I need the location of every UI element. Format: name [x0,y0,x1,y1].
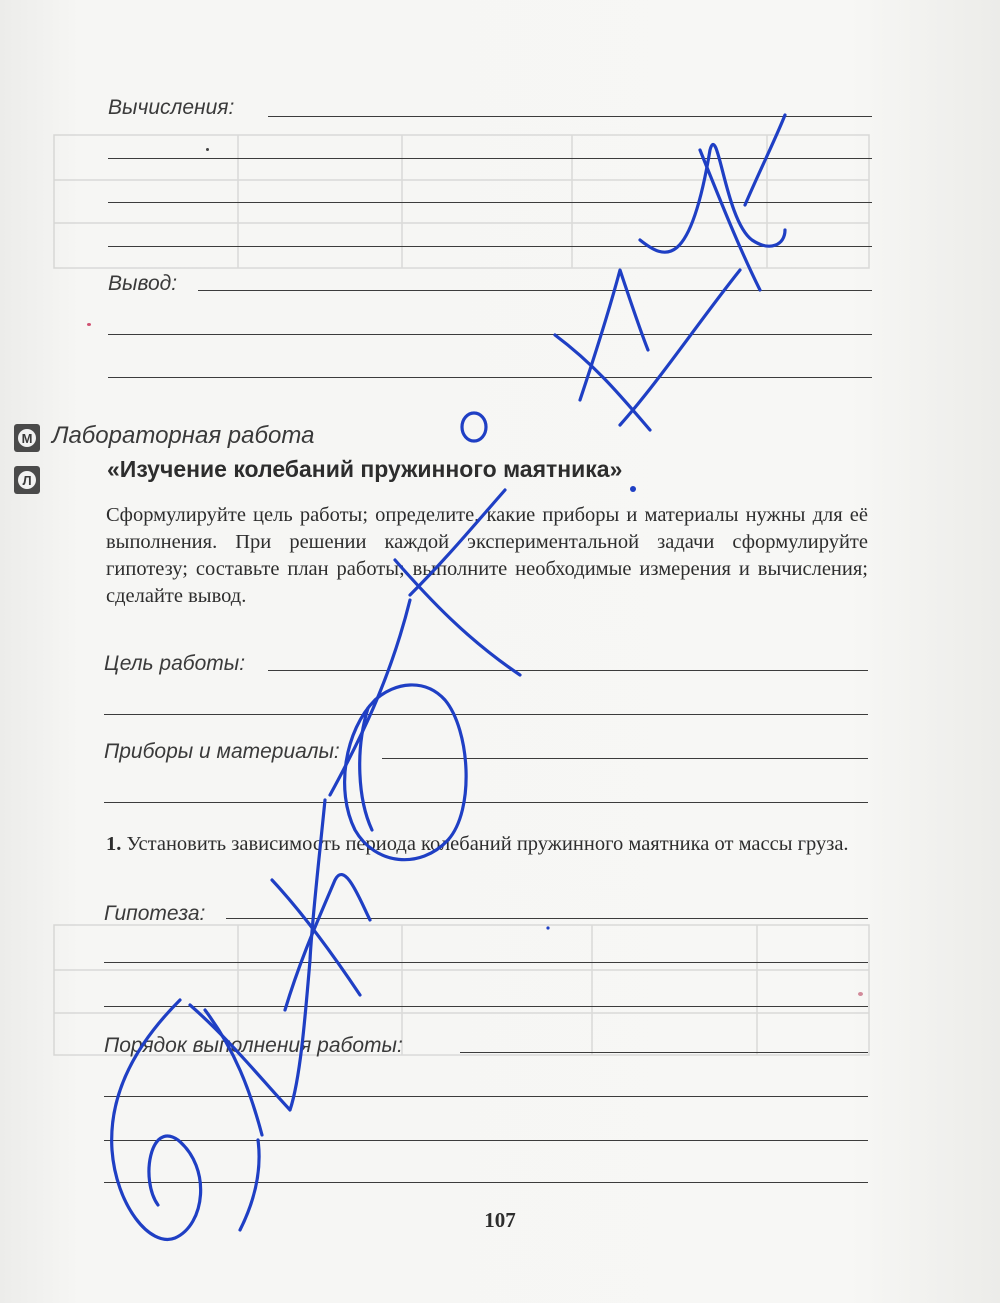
calculations-line-3[interactable] [108,202,872,203]
equipment-line-1[interactable] [382,758,868,759]
ink-stroke [700,150,760,290]
badge-l-icon: Л [14,466,40,494]
paper-speck [87,323,91,326]
hypothesis-label: Гипотеза: [104,902,206,925]
conclusion-line-2[interactable] [108,334,872,335]
calculations-line-1[interactable] [268,116,872,117]
badge-m-icon: М [14,424,40,452]
procedure-line-3[interactable] [104,1140,868,1141]
ink-dot [546,926,549,929]
calculations-label: Вычисления: [108,96,235,119]
paper-speck [858,992,863,996]
ink-stroke [462,413,486,441]
ink-stroke [285,875,370,1010]
procedure-line-2[interactable] [104,1096,868,1097]
procedure-line-1[interactable] [460,1052,868,1053]
calculations-line-2[interactable] [108,158,872,159]
goal-label: Цель работы: [104,652,246,675]
conclusion-line-1[interactable] [198,290,872,291]
task1-number: 1. [106,833,122,855]
calculations-line-4[interactable] [108,246,872,247]
goal-line-2[interactable] [104,714,868,715]
ink-stroke [330,600,410,795]
ink-stroke [745,115,785,205]
page-number: 107 [484,1208,516,1232]
hypothesis-line-1[interactable] [226,918,868,919]
conclusion-label: Вывод: [108,272,178,295]
equipment-line-2[interactable] [104,802,868,803]
task1-statement: Установить зависимость периода колебаний пружинного маятника от массы груза. [126,833,849,855]
task1-text [106,831,868,858]
procedure-label: Порядок выполнения работы: [104,1034,403,1057]
ink-stroke [620,270,740,425]
ink-stroke [272,880,360,995]
lab-title: «Изучение колебаний пружинного маятника» [107,456,623,482]
ink-stroke [640,144,785,252]
ink-dot [630,486,636,492]
equipment-label: Приборы и материалы: [104,740,340,763]
ink-stroke [205,1010,262,1135]
lab-instructions: Сформулируйте цель работы; определите, какие приборы и материалы нужны для её выполнения. При решении каждой экспериментальной задачи сформулируйте гипотезу; составьте план работы; выполните необходимые измерения и вычисления; сделайте вывод. [106,504,868,607]
hypothesis-line-3[interactable] [104,1006,868,1007]
ink-stroke [360,708,372,830]
lab-type-label: Лабораторная работа [52,422,315,449]
procedure-line-4[interactable] [104,1182,868,1183]
conclusion-line-3[interactable] [108,377,872,378]
goal-line-1[interactable] [268,670,868,671]
ink-stroke [555,335,650,430]
paper-speck [206,148,209,151]
hypothesis-line-2[interactable] [104,962,868,963]
